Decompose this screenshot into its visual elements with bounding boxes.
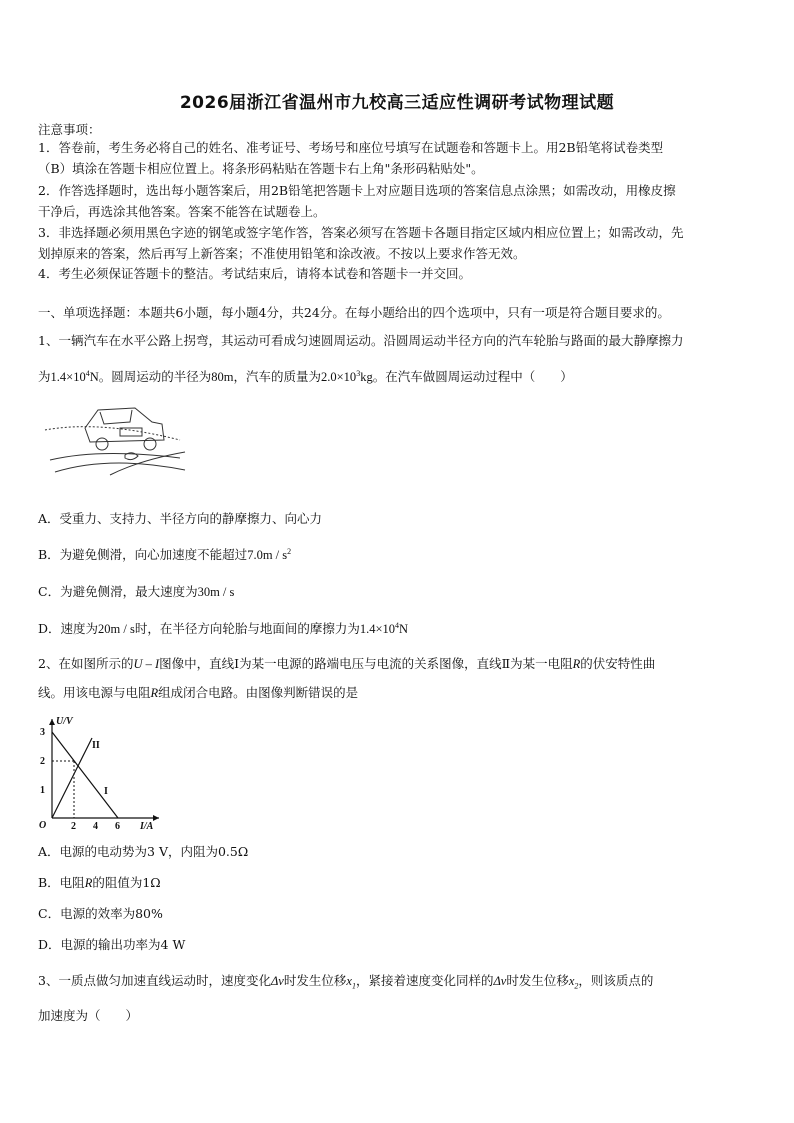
y-tick-3: 3	[40, 727, 45, 738]
notice-line-3: 2．作答选择题时，选出每小题答案后，用2B铅笔把答题卡上对应题目选项的答案信息点涂黑；如需改动，用橡皮擦	[38, 183, 676, 198]
line-II	[52, 738, 92, 818]
q1-option-b: B．为避免侧滑，向心加速度不能超过$7.0m / s^2$	[38, 546, 292, 562]
q3-stem-line-1: 3、一质点做匀加速直线运动时，速度变化Δv时发生位移$x_1$，紧接着速度变化同样的Δv时发生位移$x_2$，则该质点的	[38, 973, 654, 991]
q1-text: 。在汽车做圆周运动过程中（ ）	[372, 369, 573, 384]
q2-option-a: A．电源的电动势为3 V，内阻为0.5Ω	[38, 844, 249, 859]
q2-stem-line-1: 2、在如图所示的U – I图像中，直线Ⅰ为某一电源的路端电压与电流的关系图像，直线Ⅱ为某一电阻R的伏安特性曲	[38, 656, 656, 671]
q1-friction-value: $1.4\times 10^4N$	[50, 368, 99, 384]
q1-mass-value: $2.0\times 10^3kg$	[321, 368, 373, 384]
q1-option-a: A．受重力、支持力、半径方向的静摩擦力、向心力	[38, 511, 323, 526]
q1-radius-value: 80m	[211, 370, 234, 384]
x-tick-4: 4	[93, 821, 98, 832]
y-axis-arrow	[49, 719, 55, 725]
notice-line-7: 4．考生必须保证答题卡的整洁。考试结束后，请将本试卷和答题卡一并交回。	[38, 266, 471, 281]
q1-stem-line-1: 1、一辆汽车在水平公路上拐弯，其运动可看成匀速圆周运动。沿圆周运动半径方向的汽车轮胎与路面的最大静摩擦力	[38, 333, 684, 348]
q1-text: ，汽车的质量为	[233, 369, 321, 384]
line-I	[52, 732, 118, 818]
notice-line-6: 划掉原来的答案，然后再写上新答案；不准使用铅笔和涂改液。不按以上要求作答无效。	[38, 246, 526, 261]
y-tick-1: 1	[40, 785, 45, 796]
notice-line-1: 1．答卷前，考生务必将自己的姓名、准考证号、考场号和座位号填写在试题卷和答题卡上。用2B铅笔将试卷类型	[38, 140, 664, 155]
section-heading: 一、单项选择题：本题共6小题，每小题4分，共24分。在每小题给出的四个选项中，只有一项是符合题目要求的。	[38, 305, 670, 320]
q1-text: 为	[38, 369, 51, 384]
notice-line-4: 干净后，再选涂其他答案。答案不能答在试题卷上。	[38, 204, 326, 219]
notice-line-5: 3．非选择题必须用黑色字迹的钢笔或签字笔作答，答案必须写在答题卡各题目指定区域内相应位置上；如需改动，先	[38, 225, 684, 240]
q2-option-d: D．电源的输出功率为4 W	[38, 937, 186, 952]
q2-option-b: B．电阻R的阻值为1Ω	[38, 875, 161, 890]
notice-heading: 注意事项：	[38, 122, 101, 137]
q2-option-c: C．电源的效率为80%	[38, 906, 163, 921]
x-tick-6: 6	[115, 821, 120, 832]
y-tick-2: 2	[40, 756, 45, 767]
u-i-graph	[34, 714, 164, 832]
line-II-label: II	[92, 740, 100, 751]
x-axis-arrow	[153, 815, 159, 821]
q1-stem-line-2	[38, 367, 758, 387]
page-title: 2026届浙江省温州市九校高三适应性调研考试物理试题	[179, 93, 615, 113]
q2-stem-line-2: 线。用该电源与电阻R组成闭合电路。由图像判断错误的是	[38, 685, 359, 700]
q1-option-d: D．速度为20m / s时，在半径方向轮胎与地面间的摩擦力为$1.4\times 10^4N$	[38, 620, 409, 636]
q1-option-c: C．为避免侧滑，最大速度为30m / s	[38, 584, 235, 599]
notice-line-2: （B）填涂在答题卡相应位置上。将条形码粘贴在答题卡右上角"条形码粘贴处"。	[38, 161, 484, 176]
x-axis-label: I/A	[140, 821, 154, 832]
q1-text: 。圆周运动的半径为	[98, 369, 212, 384]
car-turning-illustration	[40, 400, 190, 480]
q3-stem-line-2: 加速度为（ ）	[38, 1008, 139, 1023]
x-tick-2: 2	[71, 821, 76, 832]
origin-label: O	[39, 820, 47, 831]
y-axis-label: U/V	[56, 716, 73, 727]
line-I-label: I	[104, 786, 108, 797]
